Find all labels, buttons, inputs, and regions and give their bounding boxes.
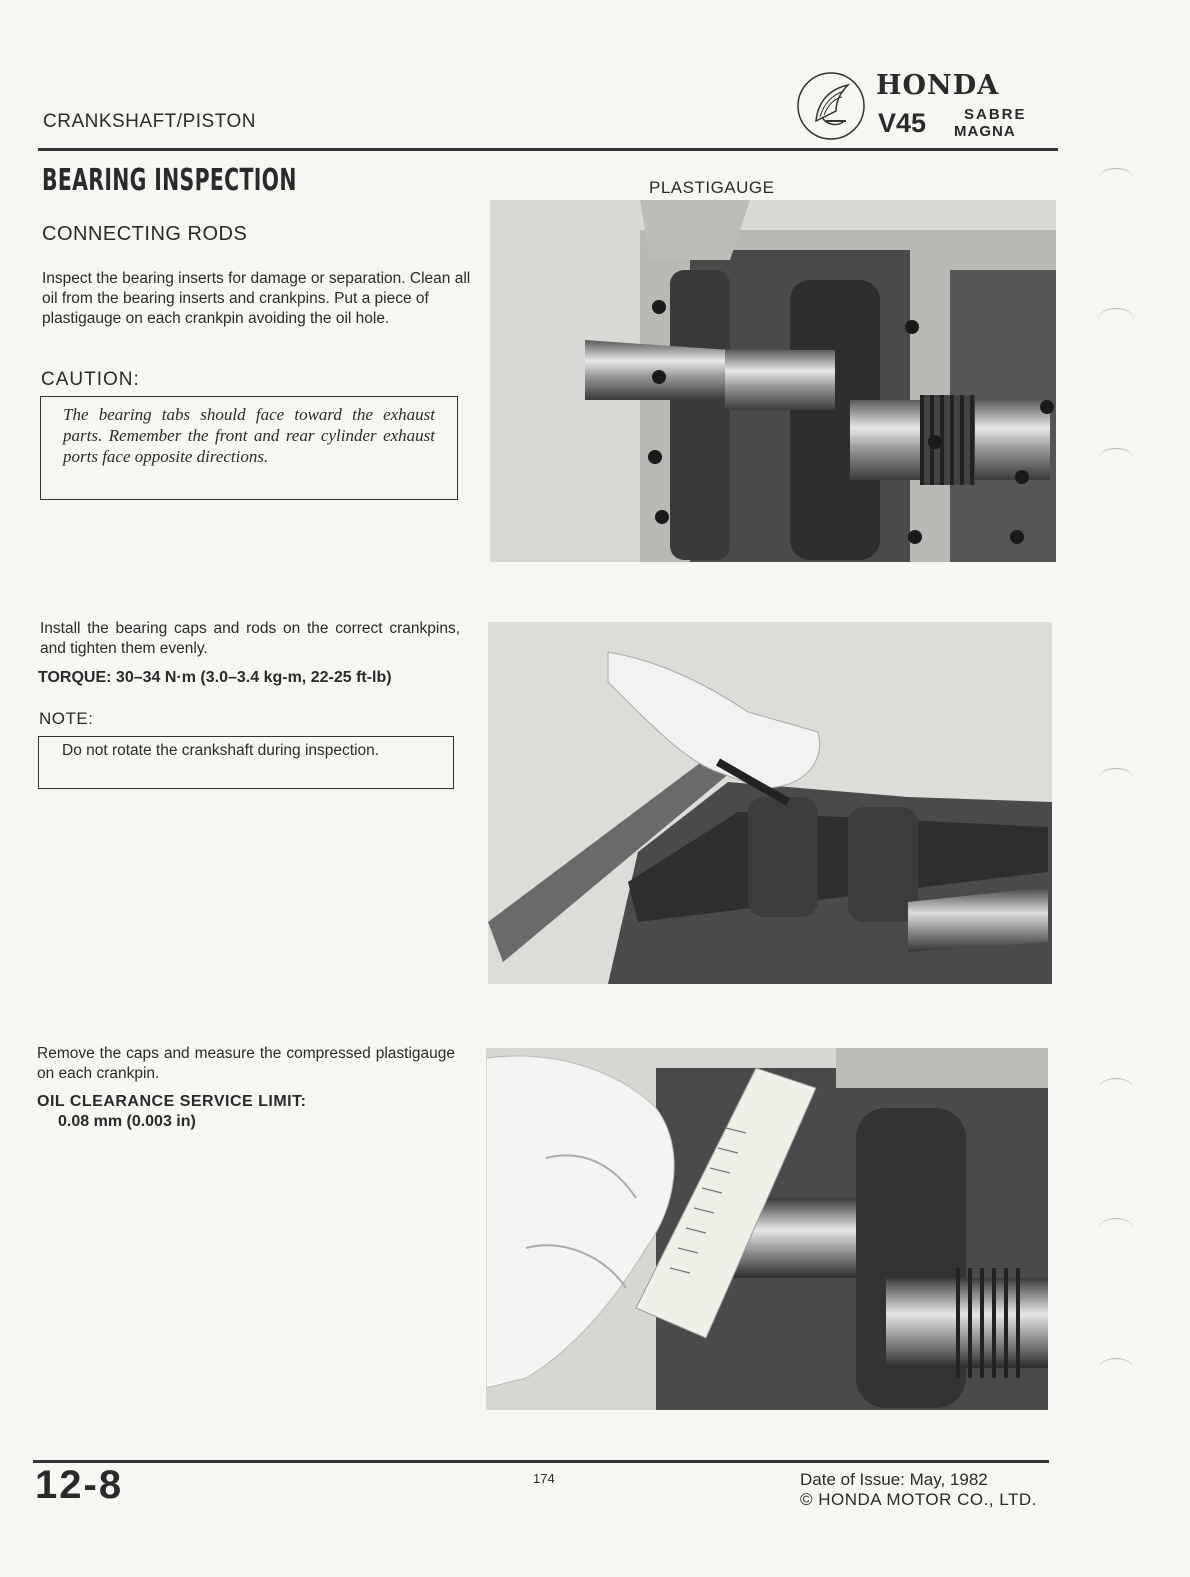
binder-punch-mark [1098,448,1134,471]
binder-punch-mark [1098,1358,1134,1381]
brand-model: V45 [878,108,927,138]
sheet-number: 174 [533,1471,555,1486]
caution-text: The bearing tabs should face toward the exhaust parts. Remember the front and rear cylinder exhaust ports face opposite directions. [63,405,435,466]
binder-punch-mark [1098,168,1134,191]
brand-name: HONDA [876,70,1000,101]
step2-text: Install the bearing caps and rods on the correct crankpins, and tighten them evenly. [40,620,460,657]
binder-punch-mark [1098,308,1134,331]
crankshaft-plastigauge-photo [490,200,1056,562]
torque-spec: TORQUE: 30–34 N·m (3.0–3.4 kg-m, 22-25 ft-lb) [38,669,392,686]
honda-wing-emblem-icon [796,71,866,141]
plastigauge-measurement-photo [486,1048,1048,1410]
brand-variant-sabre: SABRE [964,106,1027,123]
page-heading: BEARING INSPECTION [42,163,297,198]
binder-punch-mark [1098,1218,1134,1241]
step3-text: Remove the caps and measure the compressed plastigauge on each crankpin. [37,1045,455,1082]
service-limit-value: 0.08 mm (0.003 in) [58,1113,196,1130]
plastigauge-callout: PLASTIGAUGE [649,178,775,197]
caution-label: CAUTION: [41,369,140,390]
torque-wrench-photo [488,622,1052,984]
header-rule [38,148,1058,151]
sub-heading: CONNECTING RODS [42,223,248,245]
page-number: 12-8 [35,1463,124,1507]
note-label: NOTE: [39,709,94,728]
copyright: © HONDA MOTOR CO., LTD. [800,1490,1037,1509]
service-limit-label: OIL CLEARANCE SERVICE LIMIT: [37,1093,307,1110]
brand-variant-magna: MAGNA [954,123,1016,140]
step1-text: Inspect the bearing inserts for damage or separation. Clean all oil from the bearing inserts and crankpins. Put a piece of plastigauge on each crankpin avoiding the oil hole. [42,270,471,327]
note-text: Do not rotate the crankshaft during inspection. [62,742,380,759]
issue-date: Date of Issue: May, 1982 [800,1470,988,1489]
honda-logo [796,68,1066,148]
binder-punch-mark [1098,768,1134,791]
footer-rule [33,1460,1049,1463]
section-title: CRANKSHAFT/PISTON [43,111,256,132]
binder-punch-mark [1098,1078,1134,1101]
